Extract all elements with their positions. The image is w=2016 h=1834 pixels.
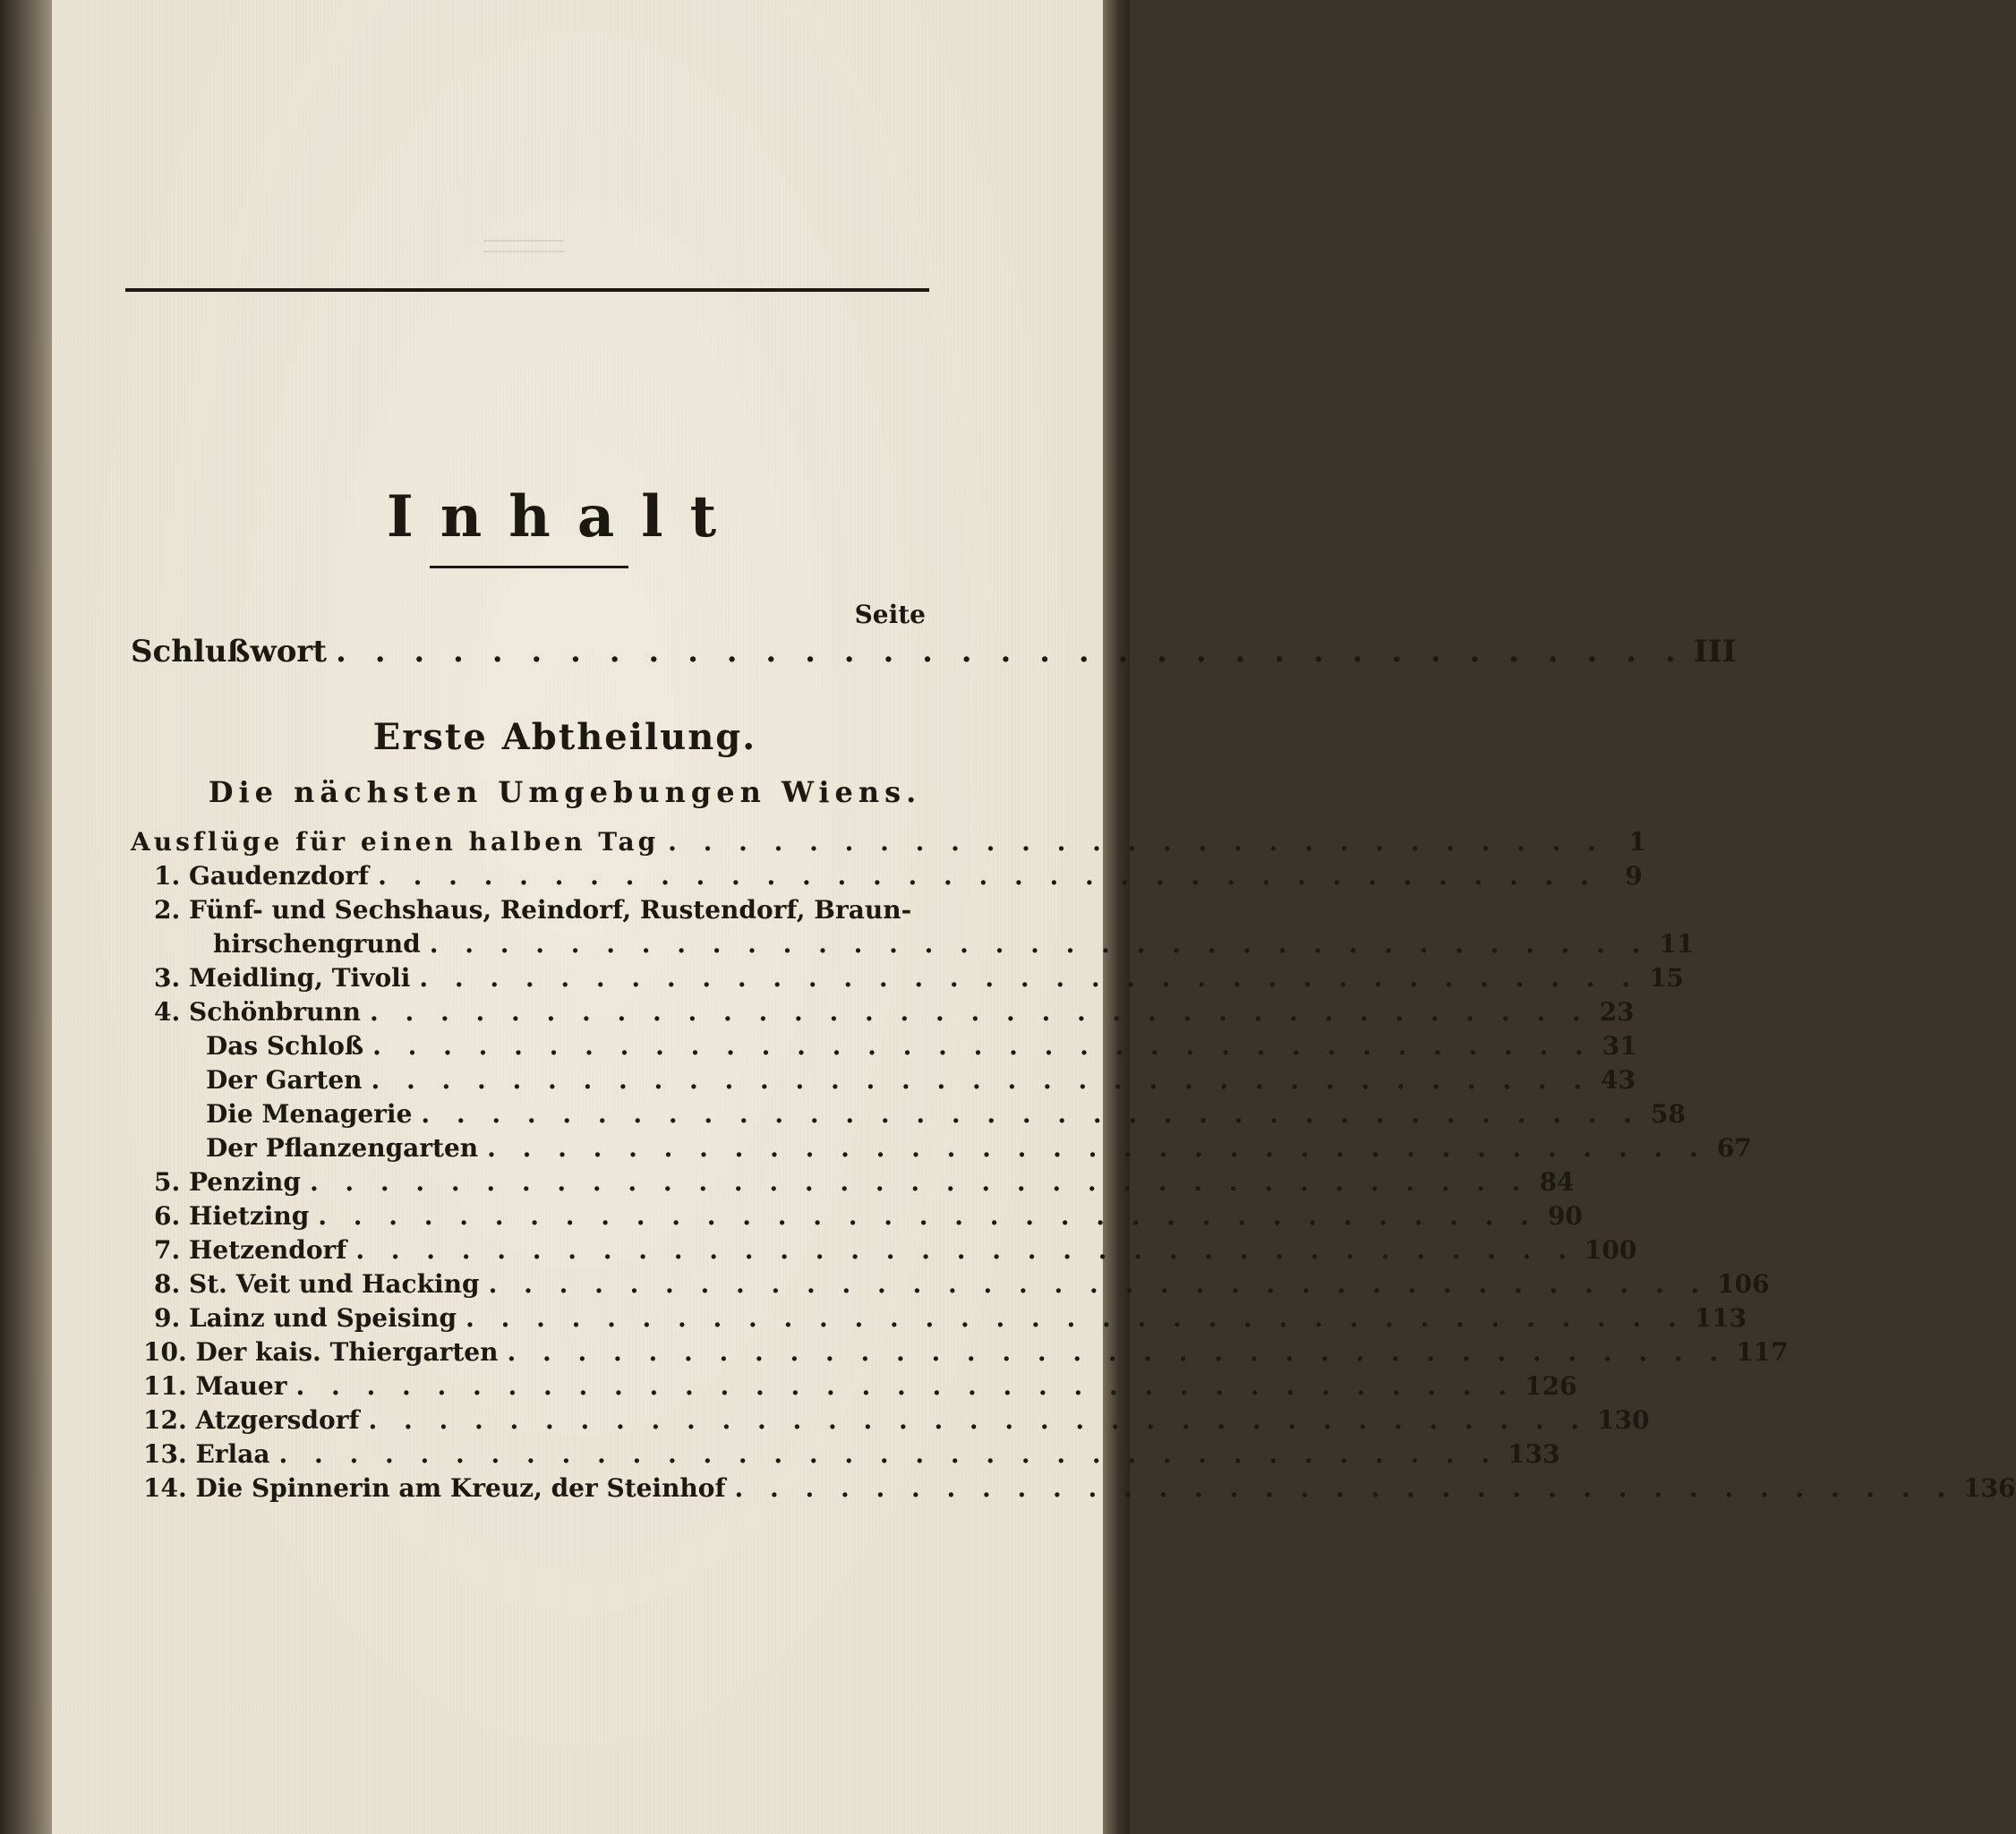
page-edge	[1103, 0, 1130, 1834]
toc-entry-page: 106	[1717, 1269, 1770, 1299]
section-title: Erste Abtheilung.	[372, 716, 757, 758]
toc-entry-label: 10. Der kais. Thiergarten	[143, 1337, 499, 1367]
toc-entry-label: 3. Meidling, Tivoli	[154, 963, 411, 993]
toc-entry	[143, 1439, 1560, 1469]
toc-entry-label: Der Pflanzengarten	[206, 1133, 479, 1163]
toc-entry-page: 58	[1651, 1099, 1687, 1129]
leader-dots: . . . . . . . . . . . . . . . . . . . . . . . . . . . . . . . . . . .	[309, 1167, 1530, 1197]
toc-entry-label: 9. Lainz und Speising	[154, 1303, 457, 1333]
toc-entry-page: 31	[1602, 1031, 1637, 1061]
page-title: Inhalt	[386, 483, 744, 550]
leader-dots: . . . . . . . . . . . . . . . . . . . . . . . . . . . . . . . . . . .	[318, 1201, 1538, 1231]
toc-entry-page: 130	[1597, 1405, 1650, 1435]
leader-dots: . . . . . . . . . . . . . . . . . . . . . . . . . . . . . . . . . . .	[378, 861, 1598, 891]
toc-entry	[206, 1099, 1687, 1129]
toc-entry-page: 9	[1625, 861, 1643, 891]
leader-dots: . . . . . . . . . . . . . . . . . . . . . . . . . . . . . . . . . . .	[368, 1405, 1589, 1435]
toc-entry-label: 5. Penzing	[154, 1167, 301, 1197]
toc-entry	[206, 1133, 1752, 1163]
leader-dots: . . . . . . . . . . . . . . . . . . . . . . . . . . . . . . . . . . .	[336, 634, 1685, 670]
leader-dots: . . . . . . . . . . . . . . . . . . . . . . . . . . . . . . . . . . .	[371, 1065, 1592, 1095]
toc-entry-label: 1. Gaudenzdorf	[154, 861, 370, 891]
toc-entry	[154, 861, 1643, 891]
toc-entry	[154, 1303, 1747, 1333]
toc-entry-label: Die Menagerie	[206, 1099, 413, 1129]
leader-dots: . . . . . . . . . . . . . . . . . . . . . . . . . . . . . . . . . . .	[419, 963, 1640, 993]
toc-entry-label: 7. Hetzendorf	[154, 1235, 347, 1265]
toc-entry-label: Das Schloß	[206, 1031, 364, 1061]
toc-entry-label: Der Garten	[206, 1065, 363, 1095]
toc-entry-label: 13. Erlaa	[143, 1439, 270, 1469]
toc-entry-label: Ausflüge für einen halben Tag	[131, 827, 660, 857]
toc-entry-label: 4. Schönbrunn	[154, 997, 362, 1027]
toc-entry	[143, 1405, 1650, 1435]
toc-entry-page: 136	[1963, 1473, 2016, 1503]
faint-ornament	[483, 240, 564, 252]
toc-entry	[143, 1337, 1789, 1367]
leader-dots: . . . . . . . . . . . . . . . . . . . . . . . . . . . . . . . . . . .	[734, 1473, 1955, 1503]
title-underline	[430, 566, 628, 568]
toc-entry-page: 84	[1539, 1167, 1575, 1197]
toc-entry-page: 15	[1649, 963, 1685, 993]
leader-dots: . . . . . . . . . . . . . . . . . . . . . . . . . . . . . . . . . . .	[295, 1371, 1516, 1401]
toc-entry	[143, 1371, 1577, 1401]
toc-entry-label: 11. Mauer	[143, 1371, 287, 1401]
toc-entry-label: Schlußwort	[131, 634, 328, 670]
toc-entry-label: 12. Atzgersdorf	[143, 1405, 360, 1435]
toc-entry	[143, 1473, 2016, 1503]
leader-dots: . . . . . . . . . . . . . . . . . . . . . . . . . . . . . . . . . . .	[466, 1303, 1686, 1333]
leader-dots: . . . . . . . . . . . . . . . . . . . . . . . . . . . . . . . . . . .	[487, 1133, 1707, 1163]
leader-dots: . . . . . . . . . . . . . . . . . . . . . . . . . . . . . . . . . . .	[278, 1439, 1499, 1469]
toc-entry	[154, 1167, 1575, 1197]
toc-entry-page: 1	[1628, 827, 1650, 857]
toc-entry-page: 117	[1736, 1337, 1789, 1367]
toc-entry-page: 43	[1601, 1065, 1636, 1095]
toc-entry	[213, 929, 1695, 959]
toc-entry-page: 133	[1508, 1439, 1560, 1469]
toc-entry-page: 11	[1659, 929, 1695, 959]
leader-dots: . . . . . . . . . . . . . . . . . . . . . . . . . . .	[668, 827, 1605, 857]
toc-entry	[154, 997, 1635, 1027]
book-spine	[0, 0, 56, 1834]
toc-entry-front	[131, 634, 1737, 670]
toc-entry	[154, 1235, 1637, 1265]
toc-entry-label: hirschengrund	[213, 929, 421, 959]
leader-dots: . . . . . . . . . . . . . . . . . . . . . . . . . . . . . . . . . . .	[429, 929, 1650, 959]
page-column-label: Seite	[854, 600, 926, 629]
toc-entry-page: 100	[1584, 1235, 1637, 1265]
toc-entry-label: 6. Hietzing	[154, 1201, 310, 1231]
toc-entry-page: 67	[1716, 1133, 1752, 1163]
toc-entry	[154, 1269, 1770, 1299]
toc-entry	[206, 1065, 1636, 1095]
leader-dots: . . . . . . . . . . . . . . . . . . . . . . . . . . . . . . . . . . .	[372, 1031, 1593, 1061]
toc-entry-label: 2. Fünf- und Sechshaus, Reindorf, Rustendorf, Braun-	[154, 895, 912, 925]
leader-dots: . . . . . . . . . . . . . . . . . . . . . . . . . . . . . . . . . . .	[507, 1337, 1728, 1367]
toc-entry-label: 8. St. Veit und Hacking	[154, 1269, 480, 1299]
toc-entry-page: III	[1693, 634, 1737, 670]
toc-entry-page: 90	[1547, 1201, 1583, 1231]
leader-dots: . . . . . . . . . . . . . . . . . . . . . . . . . . . . . . . . . . .	[370, 997, 1590, 1027]
leader-dots: . . . . . . . . . . . . . . . . . . . . . . . . . . . . . . . . . . .	[355, 1235, 1576, 1265]
toc-entry	[154, 1201, 1583, 1231]
toc-entry-page: 126	[1525, 1371, 1577, 1401]
leader-dots: . . . . . . . . . . . . . . . . . . . . . . . . . . . . . . . . . . .	[421, 1099, 1642, 1129]
toc-group-heading	[131, 827, 1650, 857]
toc-entry-page: 113	[1694, 1303, 1747, 1333]
section-subtitle: Die nächsten Umgebungen Wiens.	[208, 775, 922, 809]
toc-entry	[154, 963, 1685, 993]
toc-entry-page: 23	[1599, 997, 1635, 1027]
toc-entry-label: 14. Die Spinnerin am Kreuz, der Steinhof	[143, 1473, 726, 1503]
toc-entry	[206, 1031, 1637, 1061]
header-rule	[125, 288, 929, 292]
leader-dots: . . . . . . . . . . . . . . . . . . . . . . . . . . . . . . . . . . .	[488, 1269, 1709, 1299]
